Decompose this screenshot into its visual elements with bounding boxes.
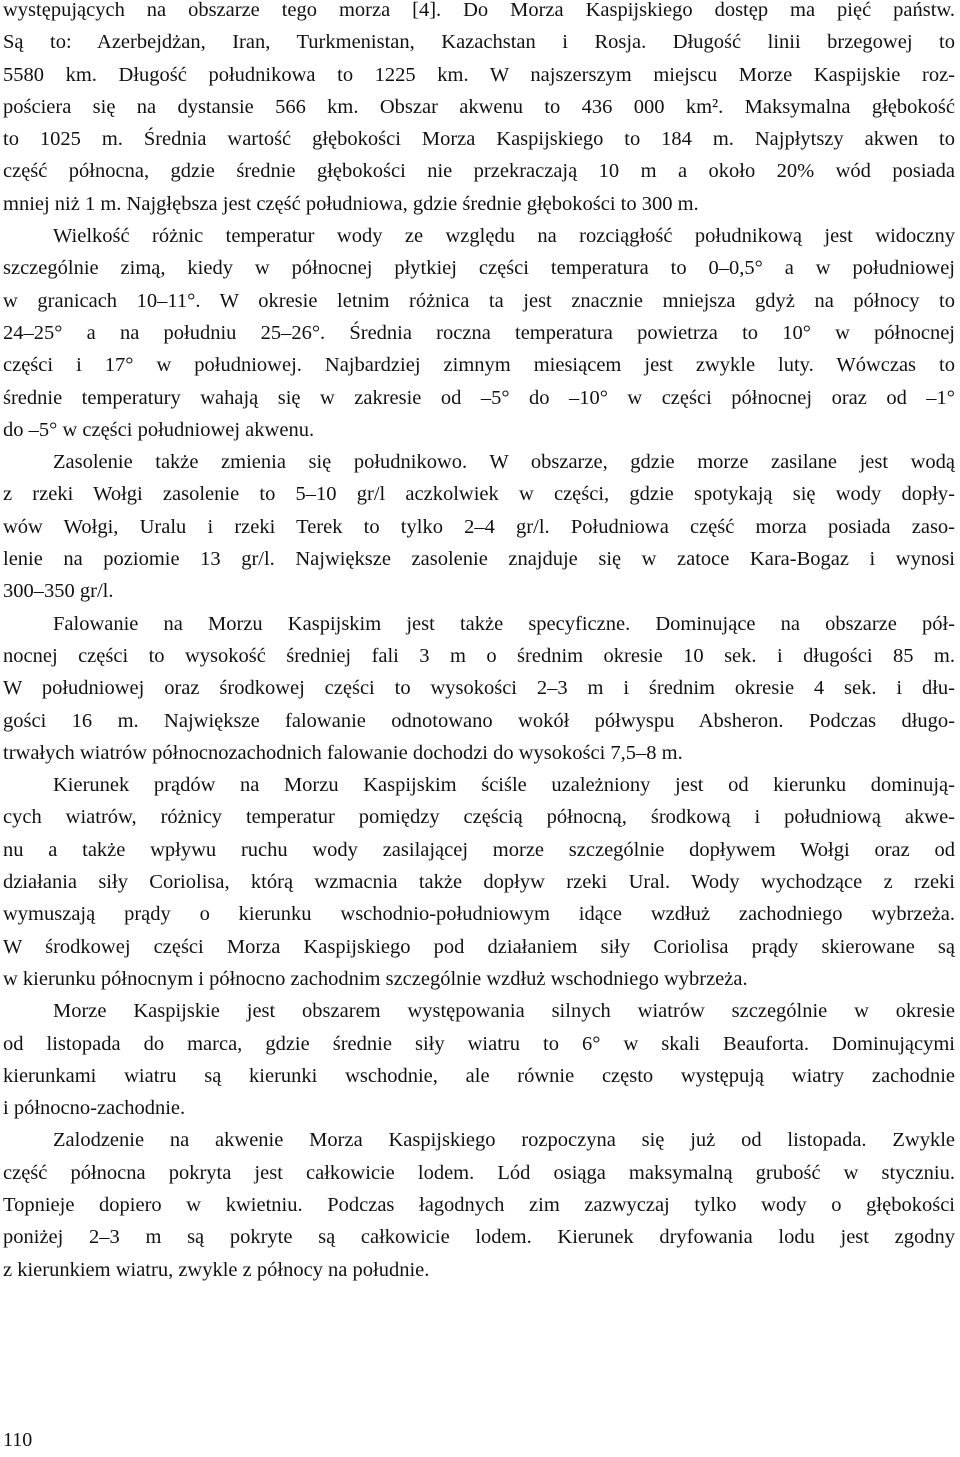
text-line: Topnieje dopiero w kwietniu. Podczas łagodnych zim zazwyczaj tylko wody o głębokości <box>3 1193 955 1216</box>
text-line: działania siły Coriolisa, którą wzmacnia także dopływ rzeki Ural. Wody wychodzące z rzeki <box>3 871 955 894</box>
text-line: cych wiatrów, różnicy temperatur pomiędzy częścią północną, środkową i południową akwe- <box>3 806 955 829</box>
text-line: Morze Kaspijskie jest obszarem występowania silnych wiatrów szczególnie w okresie <box>53 1000 955 1023</box>
text-line: do –5° w części południowej akwenu. <box>3 418 315 441</box>
text-line: mniej niż 1 m. Najgłębsza jest część południowa, gdzie średnie głębokości to 300 m. <box>3 192 699 215</box>
text-line: poniżej 2–3 m są pokryte są całkowicie lodem. Kierunek dryfowania lodu jest zgodny <box>3 1226 955 1249</box>
text-line: 24–25° a na południu 25–26°. Średnia roczna temperatura powietrza to 10° w północnej <box>3 321 955 344</box>
text-line: to 1025 m. Średnia wartość głębokości Morza Kaspijskiego to 184 m. Najpłytszy akwen to <box>3 128 955 151</box>
text-line: wów Wołgi, Uralu i rzeki Terek to tylko 2–4 gr/l. Południowa część morza posiada zaso- <box>3 515 955 538</box>
text-line: pościera się na dystansie 566 km. Obszar akwenu to 436 000 km². Maksymalna głębokość <box>3 95 955 118</box>
text-line: trwałych wiatrów północnozachodnich falowanie dochodzi do wysokości 7,5–8 m. <box>3 741 683 764</box>
text-line: gości 16 m. Największe falowanie odnotowano wokół półwyspu Absheron. Podczas długo- <box>3 709 955 732</box>
text-line: w kierunku północnym i północno zachodnim szczególnie wzdłuż wschodniego wybrzeża. <box>3 967 748 990</box>
text-line: kierunkami wiatru są kierunki wschodnie, ale równie często występują wiatry zachodnie <box>3 1064 955 1087</box>
text-line: od listopada do marca, gdzie średnie siły wiatru to 6° w skali Beauforta. Dominującymi <box>3 1032 955 1055</box>
text-line: W środkowej części Morza Kaspijskiego pod działaniem siły Coriolisa prądy skierowane są <box>3 935 955 958</box>
text-line: Kierunek prądów na Morzu Kaspijskim ściśle uzależniony jest od kierunku dominują- <box>53 774 955 797</box>
body-text <box>3 0 955 1286</box>
text-line: nu a także wpływu ruchu wody zasilającej morze szczególnie dopływem Wołgi oraz od <box>3 838 955 861</box>
text-line: Są to: Azerbejdżan, Iran, Turkmenistan, Kazachstan i Rosja. Długość linii brzegowej to <box>3 31 955 54</box>
text-line: lenie na poziomie 13 gr/l. Największe zasolenie znajduje się w zatoce Kara-Bogaz i wynosi <box>3 548 955 571</box>
text-line: z kierunkiem wiatru, zwykle z północy na południe. <box>3 1258 430 1281</box>
text-line: Zasolenie także zmienia się południkowo. W obszarze, gdzie morze zasilane jest wodą <box>53 451 955 474</box>
text-line: Zalodzenie na akwenie Morza Kaspijskiego rozpoczyna się już od listopada. Zwykle <box>53 1129 955 1152</box>
text-line: z rzeki Wołgi zasolenie to 5–10 gr/l aczkolwiek w części, gdzie spotykają się wody dopły- <box>3 483 955 506</box>
text-line: 300–350 gr/l. <box>3 580 114 603</box>
text-line: występujących na obszarze tego morza [4]. Do Morza Kaspijskiego dostęp ma pięć państw. <box>3 0 955 21</box>
text-line: W południowej oraz środkowej części to wysokości 2–3 m i średnim okresie 4 sek. i dłu- <box>3 677 955 700</box>
text-line: część północna, gdzie średnie głębokości nie przekraczają 10 m a około 20% wód posiada <box>3 160 955 183</box>
text-line: wymuszają prądy o kierunku wschodnio-południowym idące wzdłuż zachodniego wybrzeża. <box>3 903 955 926</box>
text-line: nocnej części to wysokość średniej fali 3 m o średnim okresie 10 sek. i długości 85 m. <box>3 644 955 667</box>
text-line: Falowanie na Morzu Kaspijskim jest także specyficzne. Dominujące na obszarze pół- <box>53 612 955 635</box>
text-line: i północno-zachodnie. <box>3 1097 186 1120</box>
text-line: szczególnie zimą, kiedy w północnej płytkiej części temperatura to 0–0,5° a w południowej <box>3 257 955 280</box>
text-line: 5580 km. Długość południkowa to 1225 km. W najszerszym miejscu Morze Kaspijskie roz- <box>3 63 955 86</box>
text-line: średnie temperatury wahają się w zakresie od –5° do –10° w części północnej oraz od –1° <box>3 386 955 409</box>
text-line: części i 17° w południowej. Najbardziej zimnym miesiącem jest zwykle luty. Wówczas to <box>3 354 955 377</box>
text-line: w granicach 10–11°. W okresie letnim różnica ta jest znacznie mniejsza gdyż na północy to <box>3 289 955 312</box>
text-line: część północna pokryta jest całkowicie lodem. Lód osiąga maksymalną grubość w styczniu. <box>3 1161 955 1184</box>
text-line: Wielkość różnic temperatur wody ze względu na rozciągłość południkową jest widoczny <box>53 225 955 248</box>
page-number: 110 <box>3 1429 33 1451</box>
